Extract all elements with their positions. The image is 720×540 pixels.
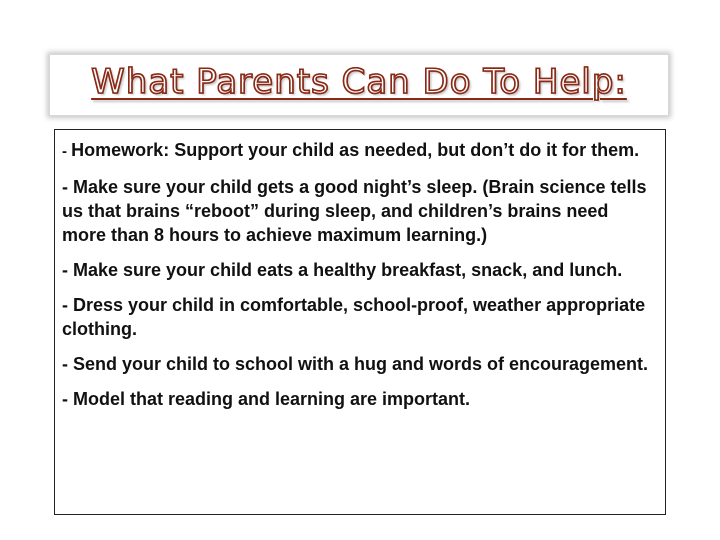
title-box [49, 54, 669, 116]
list-item: - Model that reading and learning are important. [62, 389, 471, 409]
slide-title: What Parents Can Do To Help: [91, 62, 627, 102]
list-item: - Make sure your child gets a good night’s sleep. (Brain science tells us that brains “reboot” during sleep, and children’s brains need more than 8 hours to achieve maximum learning.) [62, 177, 647, 245]
content-box [54, 129, 666, 515]
bullet-dash: - [62, 143, 72, 160]
list-item-text: Homework: Support your child as needed, but don’t do it for them. [71, 140, 640, 160]
list-item: - Dress your child in comfortable, school-proof, weather appropriate clothing. [62, 295, 646, 339]
list-item: - Send your child to school with a hug and words of encouragement. [62, 354, 649, 374]
list-item [62, 138, 657, 164]
list-item: - Make sure your child eats a healthy breakfast, snack, and lunch. [62, 260, 623, 280]
